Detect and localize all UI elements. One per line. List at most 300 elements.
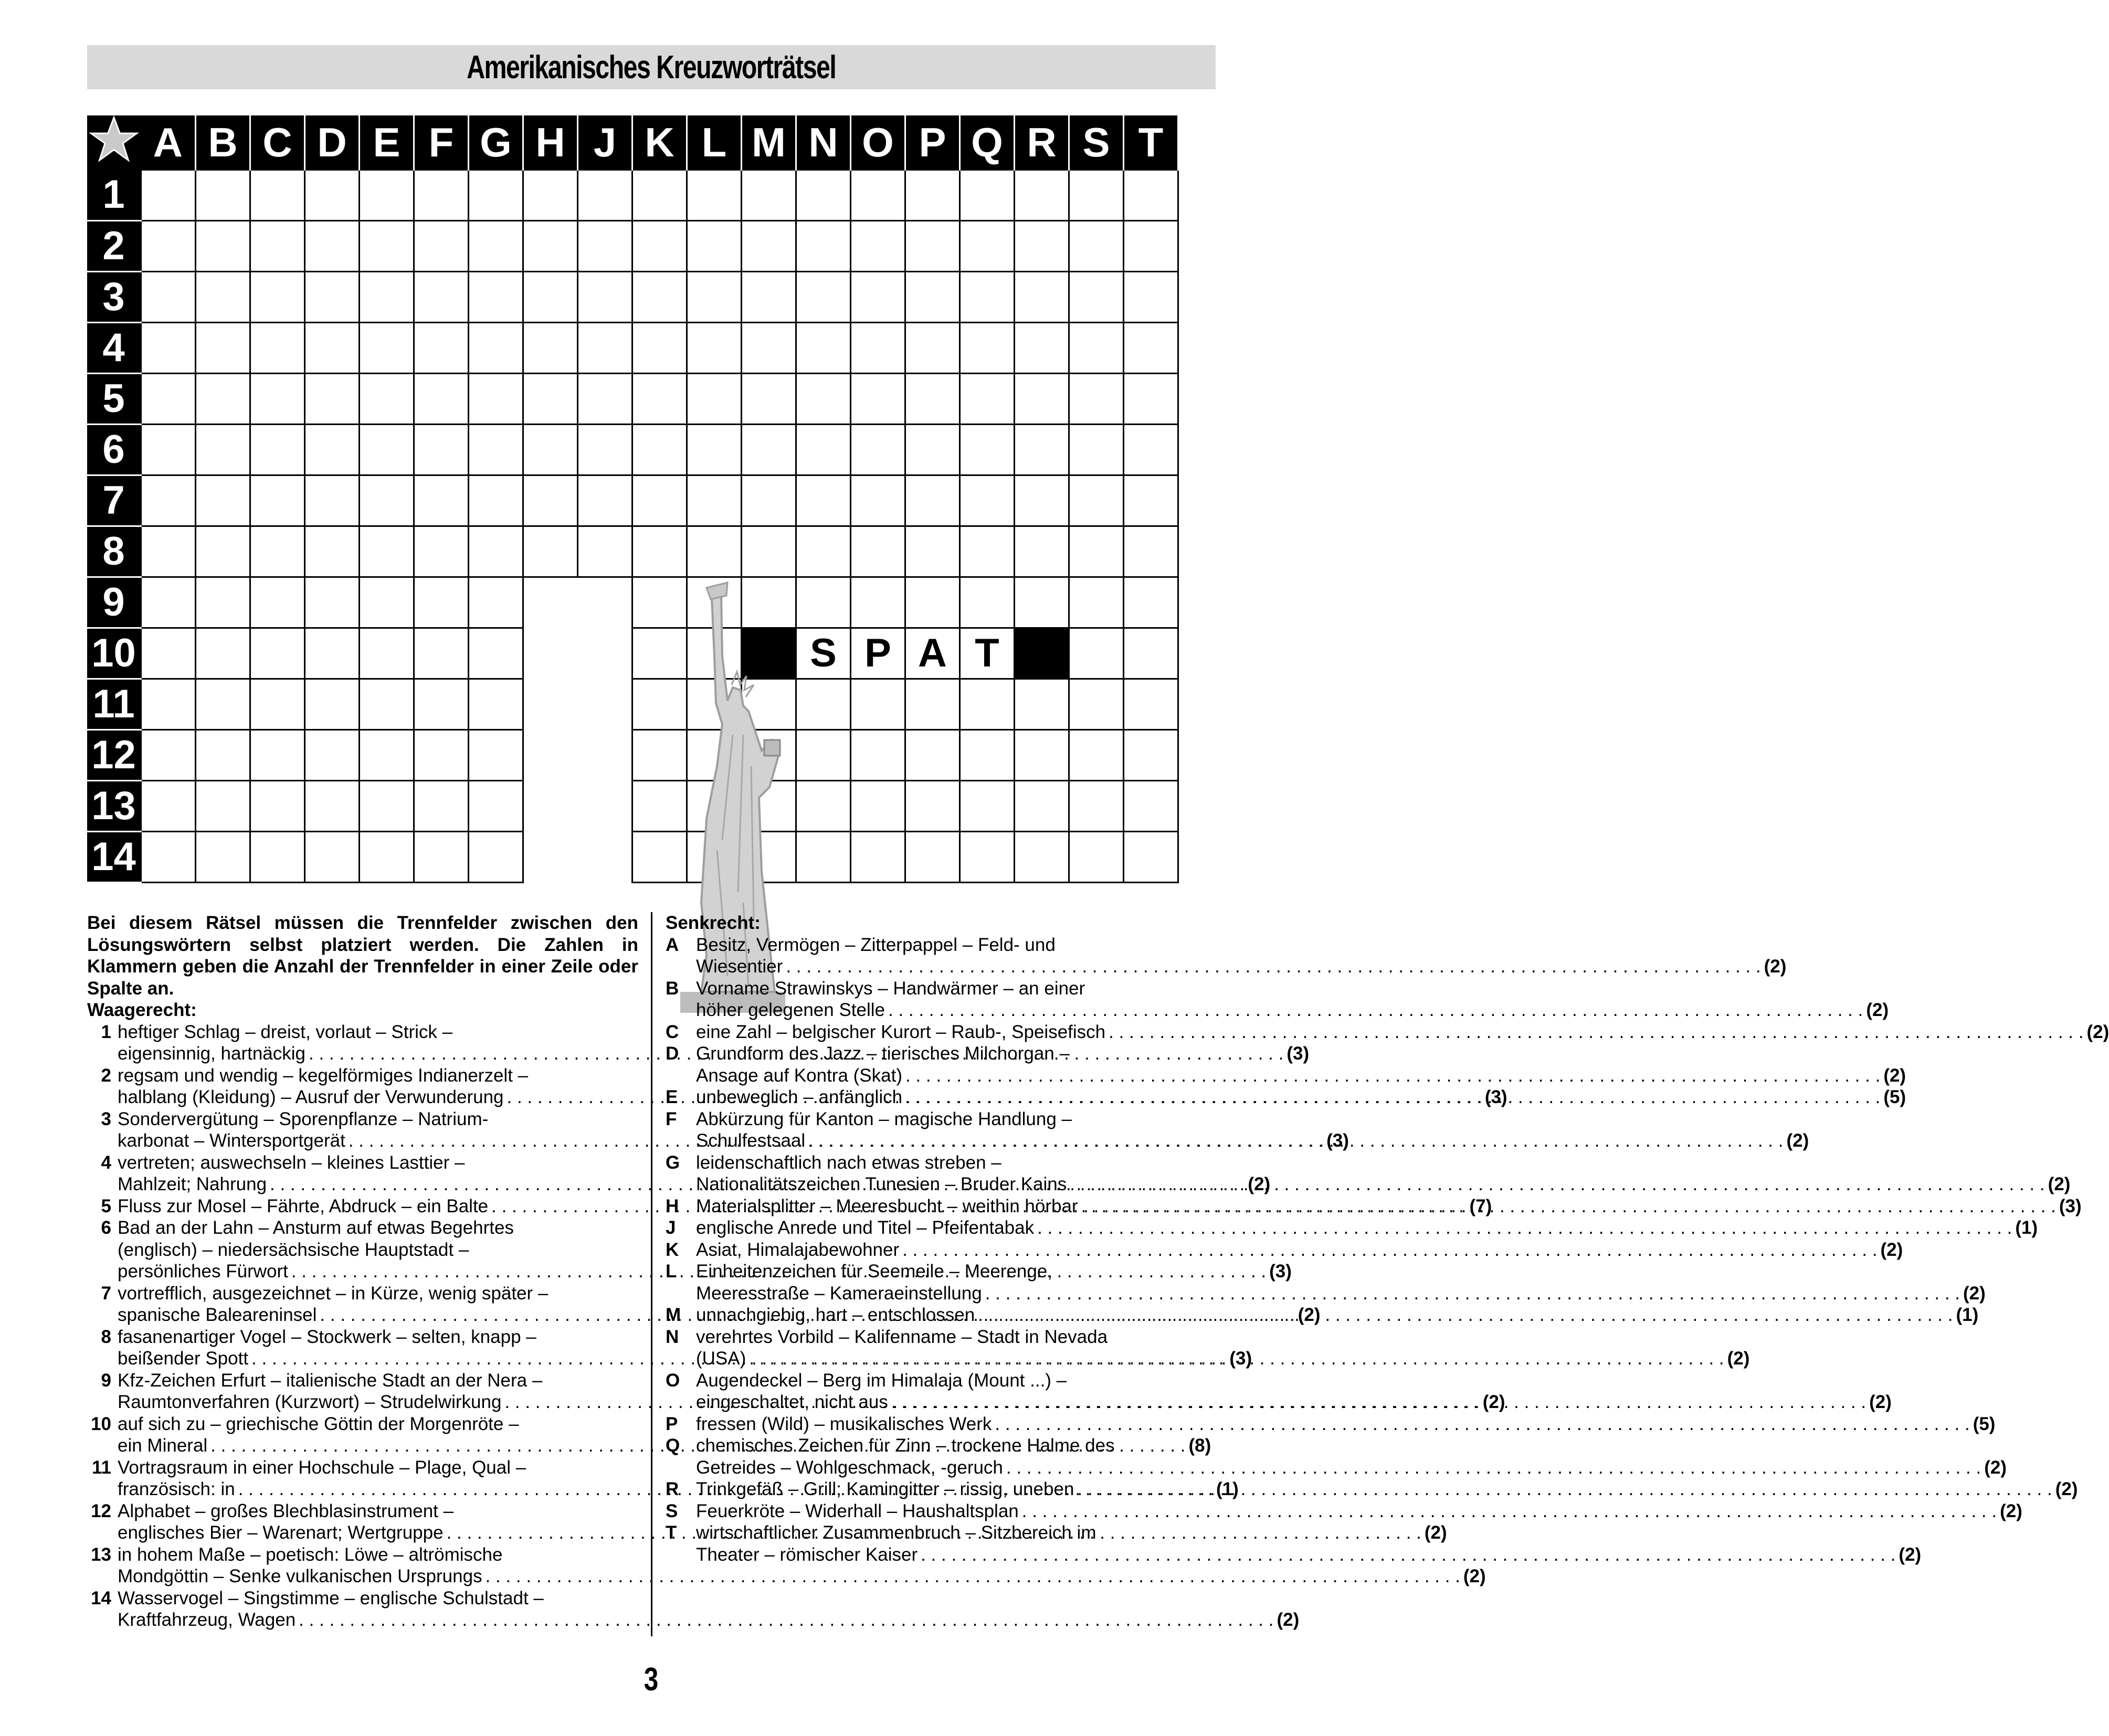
grid-cell-j5[interactable] bbox=[578, 373, 632, 424]
grid-cell-n1[interactable] bbox=[796, 170, 851, 220]
clue-line-text: Ansage auf Kontra (Skat) bbox=[696, 1065, 902, 1086]
clue-last-line bbox=[696, 1173, 2070, 1195]
grid-cell-p11[interactable] bbox=[905, 679, 960, 729]
grid-cell-b14[interactable] bbox=[196, 831, 250, 882]
grid-cell-p10[interactable]: A bbox=[905, 628, 960, 679]
grid-cell-k7[interactable] bbox=[632, 475, 687, 526]
grid-cell-s5[interactable] bbox=[1069, 373, 1124, 424]
grid-cell-g2[interactable] bbox=[469, 220, 523, 271]
grid-cell-s7[interactable] bbox=[1069, 475, 1124, 526]
grid-cell-c12[interactable] bbox=[250, 729, 305, 780]
grid-cell-l7[interactable] bbox=[687, 475, 742, 526]
grid-cell-m7[interactable] bbox=[742, 475, 796, 526]
grid-cell-s1[interactable] bbox=[1069, 170, 1124, 220]
grid-cell-s14[interactable] bbox=[1069, 831, 1124, 882]
grid-cell-q13[interactable] bbox=[960, 780, 1015, 831]
grid-cell-n12[interactable] bbox=[796, 729, 851, 780]
grid-cell-n4[interactable] bbox=[796, 322, 851, 373]
grid-cell-l3[interactable] bbox=[687, 271, 742, 322]
clue-line: fasanenartiger Vogel – Stockwerk – selten, knapp – bbox=[118, 1326, 536, 1347]
grid-cell-o1[interactable] bbox=[851, 170, 905, 220]
grid-cell-q3[interactable] bbox=[960, 271, 1015, 322]
clue-line-text: eigensinnig, hartnäckig bbox=[118, 1043, 306, 1064]
grid-cell-d13[interactable] bbox=[305, 780, 360, 831]
separator-count: (2) bbox=[2055, 1479, 2078, 1499]
grid-cell-o3[interactable] bbox=[851, 271, 905, 322]
grid-cell-j14 bbox=[578, 831, 632, 882]
grid-cell-g3[interactable] bbox=[469, 271, 523, 322]
grid-cell-j3[interactable] bbox=[578, 271, 632, 322]
grid-cell-e4[interactable] bbox=[360, 322, 414, 373]
column-header-m: M bbox=[742, 115, 796, 170]
grid-cell-t8[interactable] bbox=[1124, 526, 1178, 577]
grid-cell-r5[interactable] bbox=[1015, 373, 1069, 424]
grid-cell-h3[interactable] bbox=[523, 271, 578, 322]
grid-cell-p4[interactable] bbox=[905, 322, 960, 373]
grid-cell-e2[interactable] bbox=[360, 220, 414, 271]
grid-cell-q8[interactable] bbox=[960, 526, 1015, 577]
grid-cell-p13[interactable] bbox=[905, 780, 960, 831]
grid-cell-c11[interactable] bbox=[250, 679, 305, 729]
grid-cell-d12[interactable] bbox=[305, 729, 360, 780]
grid-cell-l2[interactable] bbox=[687, 220, 742, 271]
clue-line: Besitz, Vermögen – Zitterpappel – Feld- und bbox=[696, 934, 1056, 955]
grid-cell-s4[interactable] bbox=[1069, 322, 1124, 373]
grid-cell-d9[interactable] bbox=[305, 577, 360, 628]
grid-cell-n8[interactable] bbox=[796, 526, 851, 577]
grid-cell-p3[interactable] bbox=[905, 271, 960, 322]
grid-cell-a9[interactable] bbox=[141, 577, 196, 628]
grid-cell-c8[interactable] bbox=[250, 526, 305, 577]
grid-cell-q10[interactable]: T bbox=[960, 628, 1015, 679]
grid-cell-b9[interactable] bbox=[196, 577, 250, 628]
grid-cell-b13[interactable] bbox=[196, 780, 250, 831]
grid-cell-j6[interactable] bbox=[578, 424, 632, 475]
grid-cell-t9[interactable] bbox=[1124, 577, 1178, 628]
grid-cell-t3[interactable] bbox=[1124, 271, 1178, 322]
grid-cell-n6[interactable] bbox=[796, 424, 851, 475]
grid-cell-t10[interactable] bbox=[1124, 628, 1178, 679]
grid-cell-j1[interactable] bbox=[578, 170, 632, 220]
grid-cell-g12[interactable] bbox=[469, 729, 523, 780]
grid-cell-h7[interactable] bbox=[523, 475, 578, 526]
grid-cell-s9[interactable] bbox=[1069, 577, 1124, 628]
grid-cell-o8[interactable] bbox=[851, 526, 905, 577]
grid-cell-e10[interactable] bbox=[360, 628, 414, 679]
grid-cell-t4[interactable] bbox=[1124, 322, 1178, 373]
grid-cell-d1[interactable] bbox=[305, 170, 360, 220]
separator-count: (5) bbox=[1883, 1087, 1906, 1107]
grid-cell-s11[interactable] bbox=[1069, 679, 1124, 729]
grid-cell-t6[interactable] bbox=[1124, 424, 1178, 475]
separator-count: (8) bbox=[1188, 1435, 1211, 1456]
grid-cell-k5[interactable] bbox=[632, 373, 687, 424]
grid-cell-d7[interactable] bbox=[305, 475, 360, 526]
clue-line: verehrtes Vorbild – Kalifenname – Stadt in Nevada bbox=[696, 1326, 1108, 1347]
grid-cell-b10[interactable] bbox=[196, 628, 250, 679]
grid-cell-p6[interactable] bbox=[905, 424, 960, 475]
grid-cell-e9[interactable] bbox=[360, 577, 414, 628]
grid-cell-l4[interactable] bbox=[687, 322, 742, 373]
grid-cell-j2[interactable] bbox=[578, 220, 632, 271]
grid-cell-b3[interactable] bbox=[196, 271, 250, 322]
grid-cell-t13[interactable] bbox=[1124, 780, 1178, 831]
grid-cell-b4[interactable] bbox=[196, 322, 250, 373]
grid-cell-b11[interactable] bbox=[196, 679, 250, 729]
grid-cell-g1[interactable] bbox=[469, 170, 523, 220]
grid-cell-g13[interactable] bbox=[469, 780, 523, 831]
grid-cell-n5[interactable] bbox=[796, 373, 851, 424]
grid-cell-h14 bbox=[523, 831, 578, 882]
grid-cell-c13[interactable] bbox=[250, 780, 305, 831]
grid-cell-f5[interactable] bbox=[414, 373, 469, 424]
separator-count: (2) bbox=[1248, 1174, 1271, 1194]
grid-cell-f10[interactable] bbox=[414, 628, 469, 679]
grid-cell-b12[interactable] bbox=[196, 729, 250, 780]
grid-cell-t14[interactable] bbox=[1124, 831, 1178, 882]
grid-cell-a12[interactable] bbox=[141, 729, 196, 780]
dot-leader bbox=[888, 999, 1863, 1021]
grid-cell-o14[interactable] bbox=[851, 831, 905, 882]
clue-number: Q bbox=[666, 1435, 680, 1456]
grid-cell-q14[interactable] bbox=[960, 831, 1015, 882]
grid-cell-f12[interactable] bbox=[414, 729, 469, 780]
grid-cell-g7[interactable] bbox=[469, 475, 523, 526]
grid-cell-r2[interactable] bbox=[1015, 220, 1069, 271]
grid-cell-l8[interactable] bbox=[687, 526, 742, 577]
grid-cell-d2[interactable] bbox=[305, 220, 360, 271]
grid-cell-l1[interactable] bbox=[687, 170, 742, 220]
grid-cell-g14[interactable] bbox=[469, 831, 523, 882]
grid-cell-e14[interactable] bbox=[360, 831, 414, 882]
grid-cell-g8[interactable] bbox=[469, 526, 523, 577]
grid-cell-t2[interactable] bbox=[1124, 220, 1178, 271]
grid-cell-r12[interactable] bbox=[1015, 729, 1069, 780]
grid-cell-a13[interactable] bbox=[141, 780, 196, 831]
grid-cell-d4[interactable] bbox=[305, 322, 360, 373]
grid-cell-t5[interactable] bbox=[1124, 373, 1178, 424]
grid-cell-d8[interactable] bbox=[305, 526, 360, 577]
grid-cell-q5[interactable] bbox=[960, 373, 1015, 424]
grid-cell-n14[interactable] bbox=[796, 831, 851, 882]
grid-cell-q4[interactable] bbox=[960, 322, 1015, 373]
grid-cell-e12[interactable] bbox=[360, 729, 414, 780]
separator-count: (3) bbox=[1326, 1130, 1349, 1151]
dot-leader bbox=[749, 1348, 1724, 1370]
grid-cell-e7[interactable] bbox=[360, 475, 414, 526]
grid-cell-g4[interactable] bbox=[469, 322, 523, 373]
clue-text bbox=[696, 1108, 1809, 1152]
grid-cell-h1[interactable] bbox=[523, 170, 578, 220]
grid-cell-h13 bbox=[523, 780, 578, 831]
grid-cell-l6[interactable] bbox=[687, 424, 742, 475]
grid-cell-e6[interactable] bbox=[360, 424, 414, 475]
grid-cell-h2[interactable] bbox=[523, 220, 578, 271]
grid-cell-p7[interactable] bbox=[905, 475, 960, 526]
grid-cell-g9[interactable] bbox=[469, 577, 523, 628]
column-divider bbox=[651, 912, 652, 1636]
clue-line: leidenschaftlich nach etwas streben – bbox=[696, 1152, 1001, 1173]
clue-last-line bbox=[118, 1565, 1486, 1587]
grid-cell-f3[interactable] bbox=[414, 271, 469, 322]
grid-cell-s10[interactable] bbox=[1069, 628, 1124, 679]
grid-cell-o2[interactable] bbox=[851, 220, 905, 271]
grid-cell-p5[interactable] bbox=[905, 373, 960, 424]
grid-row bbox=[87, 220, 1178, 271]
grid-cell-a6[interactable] bbox=[141, 424, 196, 475]
dot-leader bbox=[299, 1609, 1273, 1631]
grid-cell-c6[interactable] bbox=[250, 424, 305, 475]
grid-cell-o12[interactable] bbox=[851, 729, 905, 780]
separator-count: (3) bbox=[1229, 1348, 1252, 1369]
clue-item bbox=[666, 1435, 2007, 1478]
grid-cell-d10[interactable] bbox=[305, 628, 360, 679]
grid-cell-k2[interactable] bbox=[632, 220, 687, 271]
grid-cell-o10[interactable]: P bbox=[851, 628, 905, 679]
grid-cell-f11[interactable] bbox=[414, 679, 469, 729]
grid-cell-a1[interactable] bbox=[141, 170, 196, 220]
dot-leader bbox=[1077, 1478, 2052, 1500]
grid-cell-b1[interactable] bbox=[196, 170, 250, 220]
clue-last-line bbox=[696, 1283, 1986, 1305]
grid-cell-a3[interactable] bbox=[141, 271, 196, 322]
grid-cell-p8[interactable] bbox=[905, 526, 960, 577]
grid-cell-d11[interactable] bbox=[305, 679, 360, 729]
grid-cell-g6[interactable] bbox=[469, 424, 523, 475]
grid-cell-n2[interactable] bbox=[796, 220, 851, 271]
clue-number: 12 bbox=[91, 1500, 111, 1521]
grid-cell-s3[interactable] bbox=[1069, 271, 1124, 322]
grid-cell-c9[interactable] bbox=[250, 577, 305, 628]
row-header-6: 6 bbox=[87, 424, 141, 475]
grid-cell-p2[interactable] bbox=[905, 220, 960, 271]
separator-count: (2) bbox=[1463, 1566, 1486, 1586]
grid-cell-o5[interactable] bbox=[851, 373, 905, 424]
clue-line-text: beißender Spott bbox=[118, 1348, 249, 1369]
grid-cell-e13[interactable] bbox=[360, 780, 414, 831]
grid-cell-k3[interactable] bbox=[632, 271, 687, 322]
grid-cell-n10[interactable]: S bbox=[796, 628, 851, 679]
grid-cell-g10[interactable] bbox=[469, 628, 523, 679]
grid-cell-h6[interactable] bbox=[523, 424, 578, 475]
grid-cell-f4[interactable] bbox=[414, 322, 469, 373]
grid-cell-a4[interactable] bbox=[141, 322, 196, 373]
grid-cell-c10[interactable] bbox=[250, 628, 305, 679]
grid-cell-m8[interactable] bbox=[742, 526, 796, 577]
grid-cell-s6[interactable] bbox=[1069, 424, 1124, 475]
grid-cell-o4[interactable] bbox=[851, 322, 905, 373]
grid-cell-b7[interactable] bbox=[196, 475, 250, 526]
grid-cell-q2[interactable] bbox=[960, 220, 1015, 271]
grid-cell-a14[interactable] bbox=[141, 831, 196, 882]
grid-cell-e11[interactable] bbox=[360, 679, 414, 729]
grid-cell-e5[interactable] bbox=[360, 373, 414, 424]
grid-cell-j8[interactable] bbox=[578, 526, 632, 577]
grid-cell-e3[interactable] bbox=[360, 271, 414, 322]
grid-cell-q11[interactable] bbox=[960, 679, 1015, 729]
grid-cell-r8[interactable] bbox=[1015, 526, 1069, 577]
clue-text bbox=[696, 1326, 1749, 1370]
grid-cell-f7[interactable] bbox=[414, 475, 469, 526]
clue-item bbox=[666, 1500, 2022, 1522]
grid-cell-t7[interactable] bbox=[1124, 475, 1178, 526]
clue-number: K bbox=[666, 1239, 679, 1260]
grid-cell-k8[interactable] bbox=[632, 526, 687, 577]
separator-count: (3) bbox=[1287, 1043, 1310, 1064]
grid-cell-o13[interactable] bbox=[851, 780, 905, 831]
grid-cell-q9[interactable] bbox=[960, 577, 1015, 628]
grid-cell-h5[interactable] bbox=[523, 373, 578, 424]
grid-cell-p9[interactable] bbox=[905, 577, 960, 628]
grid-cell-q7[interactable] bbox=[960, 475, 1015, 526]
clue-item bbox=[666, 1413, 1996, 1435]
clue-line-text: französisch: in bbox=[118, 1479, 235, 1499]
grid-cell-n13[interactable] bbox=[796, 780, 851, 831]
grid-cell-p14[interactable] bbox=[905, 831, 960, 882]
grid-cell-a5[interactable] bbox=[141, 373, 196, 424]
clue-number: B bbox=[666, 978, 679, 999]
grid-cell-t12[interactable] bbox=[1124, 729, 1178, 780]
grid-row bbox=[87, 475, 1178, 526]
grid-cell-o11[interactable] bbox=[851, 679, 905, 729]
grid-cell-o9[interactable] bbox=[851, 577, 905, 628]
grid-cell-m5[interactable] bbox=[742, 373, 796, 424]
grid-cell-r3[interactable] bbox=[1015, 271, 1069, 322]
grid-cell-l5[interactable] bbox=[687, 373, 742, 424]
down-clue-list bbox=[666, 934, 2109, 1566]
grid-cell-k4[interactable] bbox=[632, 322, 687, 373]
grid-cell-b8[interactable] bbox=[196, 526, 250, 577]
column-header-r: R bbox=[1015, 115, 1069, 170]
column-header-g: G bbox=[469, 115, 523, 170]
grid-cell-f9[interactable] bbox=[414, 577, 469, 628]
grid-cell-n9[interactable] bbox=[796, 577, 851, 628]
grid-cell-g11[interactable] bbox=[469, 679, 523, 729]
grid-cell-n3[interactable] bbox=[796, 271, 851, 322]
grid-cell-o6[interactable] bbox=[851, 424, 905, 475]
grid-cell-p1[interactable] bbox=[905, 170, 960, 220]
grid-cell-a11[interactable] bbox=[141, 679, 196, 729]
grid-cell-h8[interactable] bbox=[523, 526, 578, 577]
clue-item bbox=[666, 1086, 1906, 1108]
grid-cell-c1[interactable] bbox=[250, 170, 305, 220]
grid-cell-a10[interactable] bbox=[141, 628, 196, 679]
grid-cell-q12[interactable] bbox=[960, 729, 1015, 780]
grid-cell-m1[interactable] bbox=[742, 170, 796, 220]
clue-item bbox=[666, 1261, 1986, 1304]
grid-cell-m3[interactable] bbox=[742, 271, 796, 322]
row-header-8: 8 bbox=[87, 526, 141, 577]
grid-cell-h4[interactable] bbox=[523, 322, 578, 373]
grid-cell-c2[interactable] bbox=[250, 220, 305, 271]
grid-cell-e1[interactable] bbox=[360, 170, 414, 220]
grid-cell-p12[interactable] bbox=[905, 729, 960, 780]
grid-cell-d14[interactable] bbox=[305, 831, 360, 882]
clue-text bbox=[696, 934, 1786, 978]
grid-cell-f1[interactable] bbox=[414, 170, 469, 220]
clue-line: (englisch) – niedersächsische Hauptstadt – bbox=[118, 1239, 469, 1260]
grid-cell-n7[interactable] bbox=[796, 475, 851, 526]
clue-number: 8 bbox=[101, 1326, 111, 1347]
grid-cell-d6[interactable] bbox=[305, 424, 360, 475]
grid-cell-a7[interactable] bbox=[141, 475, 196, 526]
clue-item bbox=[87, 1587, 1300, 1631]
grid-cell-d3[interactable] bbox=[305, 271, 360, 322]
grid-cell-m2[interactable] bbox=[742, 220, 796, 271]
grid-cell-b6[interactable] bbox=[196, 424, 250, 475]
grid-cell-k6[interactable] bbox=[632, 424, 687, 475]
grid-cell-t11[interactable] bbox=[1124, 679, 1178, 729]
grid-cell-m6[interactable] bbox=[742, 424, 796, 475]
clue-number: P bbox=[666, 1413, 678, 1434]
crossword-grid-wrapper bbox=[87, 115, 1179, 883]
grid-cell-s2[interactable] bbox=[1069, 220, 1124, 271]
grid-cell-j7[interactable] bbox=[578, 475, 632, 526]
clue-item bbox=[666, 1108, 1809, 1152]
grid-row bbox=[87, 271, 1178, 322]
grid-cell-b2[interactable] bbox=[196, 220, 250, 271]
grid-cell-s13[interactable] bbox=[1069, 780, 1124, 831]
dot-leader bbox=[1081, 1195, 2056, 1218]
grid-cell-c5[interactable] bbox=[250, 373, 305, 424]
grid-cell-r11[interactable] bbox=[1015, 679, 1069, 729]
clue-line-text: fressen (Wild) – musikalisches Werk bbox=[696, 1413, 992, 1434]
grid-cell-b5[interactable] bbox=[196, 373, 250, 424]
clue-line-text: englische Anrede und Titel – Pfeifentabak bbox=[696, 1218, 1035, 1238]
grid-cell-r1[interactable] bbox=[1015, 170, 1069, 220]
clue-number: M bbox=[666, 1305, 681, 1325]
column-header-q: Q bbox=[960, 115, 1015, 170]
grid-cell-f8[interactable] bbox=[414, 526, 469, 577]
grid-cell-f6[interactable] bbox=[414, 424, 469, 475]
grid-cell-c4[interactable] bbox=[250, 322, 305, 373]
grid-cell-f14[interactable] bbox=[414, 831, 469, 882]
clue-number: S bbox=[666, 1500, 678, 1521]
grid-cell-r13[interactable] bbox=[1015, 780, 1069, 831]
grid-cell-r9[interactable] bbox=[1015, 577, 1069, 628]
grid-cell-k1[interactable] bbox=[632, 170, 687, 220]
grid-cell-c3[interactable] bbox=[250, 271, 305, 322]
grid-cell-q6[interactable] bbox=[960, 424, 1015, 475]
grid-cell-r7[interactable] bbox=[1015, 475, 1069, 526]
grid-cell-f2[interactable] bbox=[414, 220, 469, 271]
grid-cell-s8[interactable] bbox=[1069, 526, 1124, 577]
grid-cell-m4[interactable] bbox=[742, 322, 796, 373]
grid-cell-g5[interactable] bbox=[469, 373, 523, 424]
grid-cell-r14[interactable] bbox=[1015, 831, 1069, 882]
grid-cell-n11[interactable] bbox=[796, 679, 851, 729]
grid-cell-j4[interactable] bbox=[578, 322, 632, 373]
grid-cell-a8[interactable] bbox=[141, 526, 196, 577]
column-header-e: E bbox=[360, 115, 414, 170]
clue-last-line bbox=[696, 1391, 1892, 1413]
grid-cell-r4[interactable] bbox=[1015, 322, 1069, 373]
grid-cell-c7[interactable] bbox=[250, 475, 305, 526]
grid-cell-e8[interactable] bbox=[360, 526, 414, 577]
grid-cell-t1[interactable] bbox=[1124, 170, 1178, 220]
grid-cell-c14[interactable] bbox=[250, 831, 305, 882]
separator-count: (2) bbox=[1866, 1000, 1889, 1020]
clue-line: Bad an der Lahn – Ansturm auf etwas Begehrtes bbox=[118, 1218, 514, 1238]
grid-cell-q1[interactable] bbox=[960, 170, 1015, 220]
grid-cell-r6[interactable] bbox=[1015, 424, 1069, 475]
clue-number: A bbox=[666, 934, 679, 955]
grid-cell-o7[interactable] bbox=[851, 475, 905, 526]
grid-cell-d5[interactable] bbox=[305, 373, 360, 424]
grid-cell-a2[interactable] bbox=[141, 220, 196, 271]
grid-cell-s12[interactable] bbox=[1069, 729, 1124, 780]
grid-cell-f13[interactable] bbox=[414, 780, 469, 831]
